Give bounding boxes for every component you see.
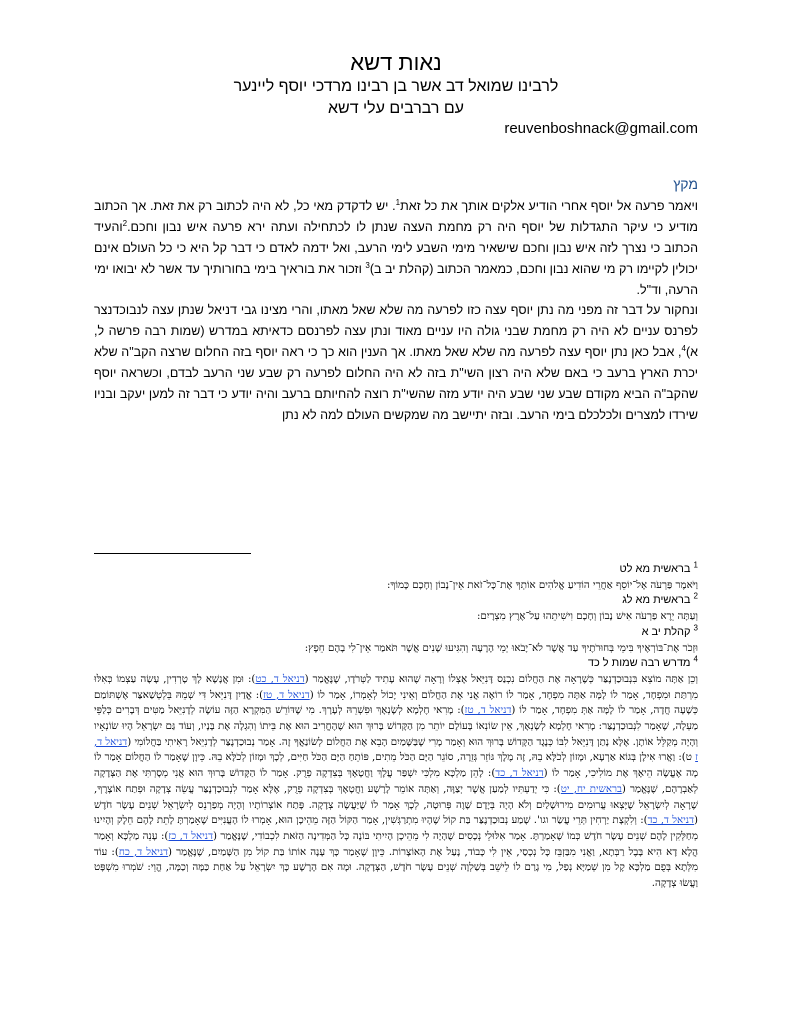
verse-reference-link[interactable]: דניאל ד, כט <box>255 673 305 685</box>
verse-reference-link[interactable]: בראשית יח, יט <box>560 783 622 795</box>
commentary-line: עם רברבים עלי דשא <box>327 100 464 117</box>
midrash-text: ): עָנֵה מַלְכָּא וְאָמַר הֲלָא דָא הִיא בָּבֶל רַבְּתָא, וַאֲנִי מִבַּזְבֵּז כָּל נְכָסַי, אֵין לִי כָּבוֹד, נָעַל אֶת הָאוֹצָרוֹת. כֵּיוָן שֶׁאָמַר כָּךְ עָנָה אוֹתוֹ בַּת קוֹל מִן הַשָּׁמַיִם, שֶׁנֶּאֱמַר ( <box>94 830 698 858</box>
page-title: נאות דשא <box>350 50 442 75</box>
paragraph-text: ויאמר פרעה אל יוסף אחרי הודיע אלקים אותך את כל זאת <box>400 199 698 213</box>
footnote-midrash-text <box>94 672 698 892</box>
midrash-text: ט): וַאֲרוּ אִילָן בְּגוֹא אַרְעָא, וּמָזוֹן לְכֹלָּא בֵהּ, זֶה מֶלֶךְ גּוֹזֵר גְּזֵרָה, סוֹגֵר הַיָּם הַכֹּל מֵתִים, פּוֹתֵחַ הַיָּם הַכֹּל חַיִּים, לְכָךְ וּמָזוֹן לְכֹלָּא בֵהּ. כֵּיוָן שֶׁאָמַר לוֹ הַחֲלוֹם אָמַר לוֹ מָה אֶעֱשֶׂה הֵיאָךְ אֶת מוֹלִיכִי, אָמַר לוֹ ( <box>94 752 699 780</box>
verse-reference-link[interactable]: דניאל ד, טז <box>263 689 310 701</box>
paragraph-text: , אבל כאן נתן יוסף עצה לפרעה מה שלא שאל מאתו. אך הענין הוא כך כי ראה יוסף בזה החלום שרצה הקב"ה שלא יכרת הארץ ברעב כי באם שלא היה רצון השי"ת בזה לא היה החלום לפרעה רק שבע שני הרעב לבדם, וכשראה יוסף שהקב"ה הביא מקודם שבע שני שבע היה יודע מזה שהשי"ת רוצה להחיותם ברעב והיה יודע כי דבר זה למען יעקב ובניו שירדו למצרים ולכלכלם בימי הרעב. ובזה יתיישב מה שמקשים העולם למה לא נתן <box>94 345 698 422</box>
footnote-divider <box>94 553 251 554</box>
midrash-text: ): לָהֵן מַלְכָּא מִלְכִּי יִשְׁפַּר עֲלָךְ וַחֲטָאָךְ בְּצִדְקָה פְרֻק. אָמַר לוֹ הַקָּדוֹשׁ בָּרוּךְ הוּא אֲנִי מְסָרְתִּי אֶת הַצְּדָקָה לְאַבְרָהָם, שֶׁנֶּאֱמַר ( <box>94 768 698 795</box>
body-paragraph <box>94 196 698 301</box>
footnote-number: 2 <box>693 591 698 601</box>
verse-reference-link[interactable]: דניאל ד, כז <box>168 830 213 842</box>
footnote-quote: וְעַתָּה יֵרֶא פַרְעֹה אִישׁ נָבוֹן וְחָכָם וִישִׁיתֵהוּ עַל־אֶרֶץ מִצְרָיִם: <box>476 611 698 623</box>
midrash-text: ): אֱדַיִן דָּנִיֵּאל דִּי שְׁמֵהּ בֵּלְטְשַׁאצַּר אֶשְׁתּוֹמַם כְּשָׁעָה חֲדָה, אָמַר לוֹ לָמָּה אַתְּ מִפְחָד, אָמַר לוֹ ( <box>94 689 698 717</box>
footnote-source: $^3$ קהלת יב א <box>641 623 698 638</box>
footnote-quote: וַיֹּאמֶר פַּרְעֹה אֶל־יוֹסֵף אַחֲרֵי הוֹדִיעַ אֱלֹהִים אוֹתְךָ אֶת־כָּל־זֹאת אֵין־נָבוֹן וְחָכָם כָּמוֹךָ: <box>386 579 698 591</box>
midrash-text: ): וְלִקְצָת יַרְחִין תְּרֵי עֲשַׂר וגו'. שָׁמַע נְבוּכַדְנֶצַּר בַּת קוֹל שֶׁהָיוּ מִתְרַגְּשִׁין, אָמַר הַקּוֹל הַזֶּה מֵהֵיכָן הוּא, אָמְרוּ לוֹ הָעֲנִיִּים שֶׁאָמַרְתָּ לָתֵת לָהֶם חֵלֶק וְהָיִינוּ מְחַלְּקִין לָהֶם שְׁנֵים עָשָׂר חֹדֶשׁ כְּמוֹ שֶׁאָמַרְתָּ. אָמַר אִלּוּלֵי נְכָסִים שֶׁהָיָה לִי מֵהֵיכָן הָיִיתִי בּוֹנֶה כָּל הַמְּדִינָה הַזֹּאת לִכְבוֹדִי, שֶׁנֶּאֱמַר ( <box>94 815 698 842</box>
verse-reference-link[interactable]: דניאל ד, כד <box>495 768 544 780</box>
footnote-number: 4 <box>693 654 698 664</box>
footnote-marker[interactable]: 1 <box>395 197 401 207</box>
footnote-source: $^1$ בראשית מא לט <box>619 560 698 575</box>
author-line: לרבינו שמואל דב אשר בן רבינו מרדכי יוסף ליינער <box>233 78 559 95</box>
footnote-quote: וּזְכֹר אֶת־בּוֹרְאֶיךָ בִּימֵי בְּחוּרֹתֶיךָ עַד אֲשֶׁר לֹא־יָבֹאוּ יְמֵי הָרָעָה וְהִגִּיעוּ שָׁנִים אֲשֶׁר תֹּאמַר אֵין־לִי בָהֶם חֵפֶץ: <box>304 642 698 654</box>
midrash-text: וְכֵן אַתָּה מוֹצֵא בִּנְבוּכַדְנֶצַּר כְּשֶׁרָאָה אֶת הַחֲלוֹם נִכְנַס דָּנִיֵּאל אֶצְלוֹ וְרָאָה שֶׁהוּא עָתִיד לַטְּרֹדָו, שֶׁנֶּאֱמַר ( <box>304 673 698 685</box>
paragraph-text: וזכור את בוראיך בימי בחורותיך עד אשר לא יבואו ימי הרעה, וד"ל. <box>94 262 698 297</box>
midrash-text: ): מָרִאי חֶלְמָא לְשָׂנְאָךְ וּפִשְׁרֵהּ לְעָרָךְ. מִי שֶׁדּוֹרֵשׁ הַמִּקְרָא הַזֶּה עוֹשֶׂה לְדָנִיֵּאל מַטִּים דְּבָרִים כְּלַפֵּי מַעְלָה, שֶׁאָמַר לִנְבוּכַדְנֶצַּר: מָרִאי חֶלְמָא לְשָׂנְאָךְ, אֵין שׂוֹנְאוֹ בָּעוֹלָם יוֹתֵר מִן הַקָּדוֹשׁ בָּרוּךְ הוּא שֶׁהֶחֱרִיב הוּא אֶת בֵּיתוֹ וְהִגְלָה אֶת בָּנָיו, וְעוֹד גַּם יִשְׂרָאֵל הָיוּ שׂוֹנְאָיו וְהָיָה מְקַלֵּל אוֹתָן. אֶלָּא נָתַן דָּנִיֵּאל לִבּוֹ כְּנֶגֶד הַקָּדוֹשׁ בָּרוּךְ הוּא וְאָמַר מָרִי שֶׁבַּשָּׁמַיִם הָבֵא אֶת הַחֲלוֹם לְשׂוֹנַאֲךָ זֶה. אָמַר נְבוּכַדְנֶצַּר לְדָנִיֵּאל רָאִיתִי בַּחֲלוֹמִי ( <box>94 705 699 748</box>
footnotes-section <box>94 562 698 892</box>
footnote-marker[interactable]: 3 <box>365 260 370 270</box>
body-paragraph <box>94 300 698 426</box>
midrash-text: ): עוֹד מִלְּתָא בְּפֻם מַלְכָּא קָל מִן שְׁמַיָּא נְפַל, מִי גָרַם לוֹ לֵישֵׁב בְּשַׁלְוָה שְׁנֵים עָשָׂר חֹדֶשׁ, הַצְּדָקָה. וּמָה אִם הָרָשָׁע כָּךְ יִשְׂרָאֵל עַל אַחַת כַּמָּה וְכַמָּה, הֱוֵי: שֹׁמְרוּ מִשְׁפָּט וַעֲשׂוּ צְדָקָה. <box>94 846 698 890</box>
verse-reference-link[interactable]: דניאל ד, כח <box>118 846 169 858</box>
footnote-source: $^4$ מדרש רבה שמות ל כד <box>587 654 698 670</box>
verse-reference-link[interactable]: דניאל ד, כד <box>647 815 695 827</box>
midrash-text: ): כִּי יְדַעְתִּיו לְמַעַן אֲשֶׁר יְצַוֶּה, וְאַתָּה אוֹמֵר לָרָשָׁע וַחֲטָאָךְ בְּצִדְקָה פְרֻק, אֶלָּא אָמַר לִנְבוּכַדְנֶצַּר עֲשֵׂה צְדָקָה וּפְתַח אוֹצָרֶךָ, שֶׁרָאָה לְיִשְׂרָאֵל שֶׁיָּצְאוּ עֲרוּמִים מִירוּשָׁלַיִם וְלֹא הָיָה בְּיָדָם שָׁוֶה פְּרוּטָה, לְכָךְ אָמַר לוֹ שֶׁיַּעֲשֶׂה צְדָקָה. פָּתַח אוֹצְרוֹתָיו וְהָיָה מְפַרְנֵס לְיִשְׂרָאֵל שְׁנֵים עָשָׂר חֹדֶשׁ ( <box>94 783 698 827</box>
footnote-number: 3 <box>693 623 698 633</box>
midrash-text: ): וּמִן אֲנָשָׁא לָךְ טָרְדִין, עָשָׂה עַצְמוֹ כְּאִלּוּ מִרְתַּת וּמִפְחָד, אָמַר לוֹ לָמָּה אַתָּה מִפְחָד, אָמַר לוֹ רוֹאֶה אֲנִי אֶת הַחֲלוֹם וְאֵינִי יָכוֹל לְאָמְרוֹ, אָמַר לוֹ ( <box>94 673 699 701</box>
footnote-marker[interactable]: 4 <box>681 343 686 353</box>
footnote-number: 1 <box>693 560 698 570</box>
paragraph-text: והעיד הכתוב כי נצרך לזה איש נבון וחכם שישאיר מימי השבע לימי הרעב, ואל ידמה לאדם כי דבר קל היא כי כל העולם אינם יכולין לקיימו רק מי שהוא נבון וחכם, כמאמר הכתוב (קהלת יב ב) <box>94 220 698 276</box>
paragraph-text: . יש לדקדק מאי כל, לא היה לכתוב רק את זאת. אך הכתוב מודיע כי עיקר התגדלות של יוסף היה רק מחמת העצה שנתן לו לכתחילה ועתה ירא פרעה איש נבון וחכם. <box>94 199 698 234</box>
footnote-marker[interactable]: 2 <box>122 218 128 228</box>
section-heading: מקץ <box>673 176 698 192</box>
email-address: reuvenboshnack@gmail.com <box>504 120 698 137</box>
verse-reference-link[interactable]: דניאל ד, טז <box>464 705 512 717</box>
footnote-source: $^2$ בראשית מא לג <box>622 591 698 607</box>
verse-reference-link[interactable]: דניאל ד, ז <box>94 736 698 764</box>
paragraph-text: ונחקור על דבר זה מפני מה נתן יוסף עצה כזו לפרעה מה שלא שאל מאתו, והרי מצינו גבי דניאל שנתן עצה לנבוכדנצר לפרנס עניים לא היה רק מחמת שבני גולה היו עניים מאוד ונתן עצה לפרנסם כדאיתא במדרש (שמות רבה פרשה ל, א) <box>94 303 698 359</box>
